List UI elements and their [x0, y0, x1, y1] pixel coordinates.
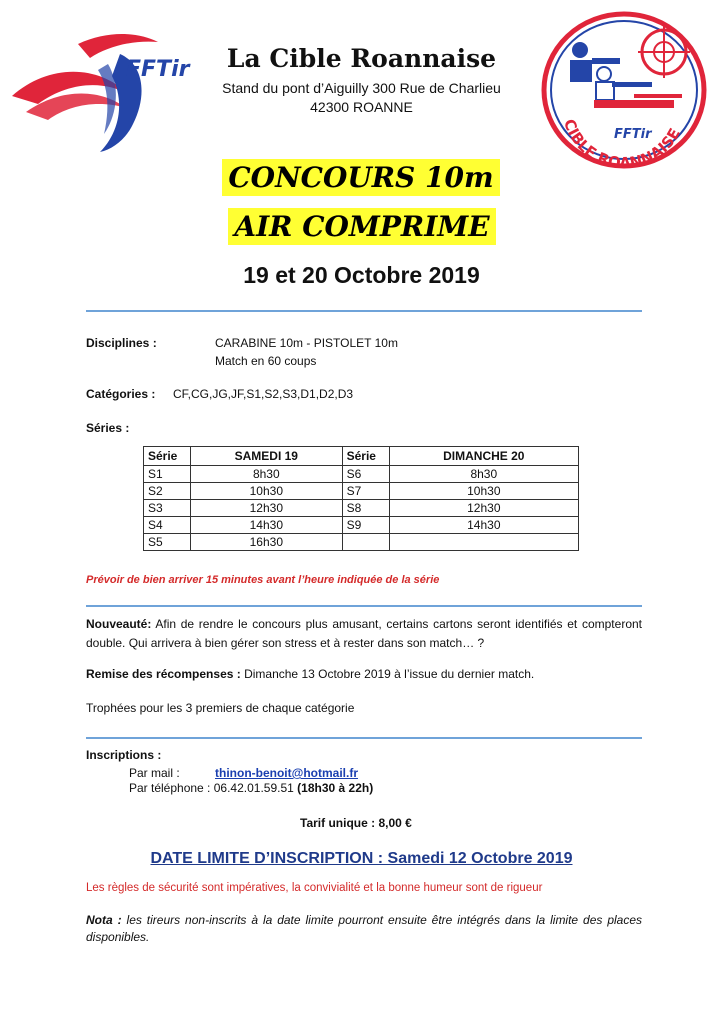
event-title-line-1: CONCOURS 10m — [216, 161, 506, 194]
serie-time: 8h30 — [191, 466, 343, 483]
nouveaute-paragraph — [86, 615, 642, 653]
serie-time: 12h30 — [191, 500, 343, 517]
trophies-text: Trophées pour les 3 premiers de chaque catégorie — [86, 701, 355, 715]
serie-code — [342, 534, 389, 551]
divider — [86, 605, 642, 607]
tarif: Tarif unique : 8,00 € — [300, 816, 412, 830]
serie-code: S7 — [342, 483, 389, 500]
address-line-1: Stand du pont d’Aiguilly 300 Rue de Charlieu — [222, 80, 501, 96]
serie-time: 10h30 — [389, 483, 578, 500]
disciplines-label: Disciplines : — [86, 336, 157, 350]
serie-code: S1 — [144, 466, 191, 483]
nota-label: Nota : — [86, 913, 122, 927]
address-line-2: 42300 ROANNE — [310, 99, 413, 115]
fftir-logo-text: FFTir — [126, 57, 190, 82]
serie-time — [389, 534, 578, 551]
divider — [86, 737, 642, 739]
categories-value: CF,CG,JG,JF,S1,S2,S3,D1,D2,D3 — [173, 387, 354, 401]
divider — [86, 310, 642, 312]
inscriptions-label: Inscriptions : — [86, 748, 162, 762]
event-dates: 19 et 20 Octobre 2019 — [243, 262, 480, 288]
mail-link[interactable]: thinon-benoit@hotmail.fr — [215, 766, 359, 780]
serie-time: 10h30 — [191, 483, 343, 500]
club-name: La Cible Roannaise — [226, 44, 497, 73]
col-serie-sat: Série — [144, 447, 191, 466]
arrival-notice: Prévoir de bien arriver 15 minutes avant l’heure indiquée de la série — [86, 574, 440, 586]
mail-label: Par mail : — [129, 766, 180, 780]
series-table-header — [144, 447, 579, 466]
nouveaute-text: Afin de rendre le concours plus amusant, certains cartons seront identifiés et compteront double. Qui arrivera à bien gérer son stress et à rester dans son match… ? — [86, 617, 642, 650]
serie-time: 16h30 — [191, 534, 343, 551]
series-table — [143, 446, 579, 551]
serie-code: S4 — [144, 517, 191, 534]
col-dimanche: DIMANCHE 20 — [389, 447, 578, 466]
table-row — [144, 466, 579, 483]
table-row — [144, 483, 579, 500]
nota-paragraph — [86, 912, 642, 946]
phone-number: 06.42.01.59.51 — [213, 781, 294, 795]
col-samedi: SAMEDI 19 — [191, 447, 343, 466]
serie-code: S2 — [144, 483, 191, 500]
rewards-text: Dimanche 13 Octobre 2019 à l’issue du dernier match. — [240, 667, 535, 681]
serie-time: 8h30 — [389, 466, 578, 483]
club-logo-brand: FFTir — [614, 127, 652, 142]
rewards-label: Remise des récompenses : — [86, 667, 241, 681]
serie-code: S8 — [342, 500, 389, 517]
serie-code: S9 — [342, 517, 389, 534]
serie-time: 14h30 — [389, 517, 578, 534]
categories-label: Catégories : — [86, 387, 156, 401]
serie-time: 12h30 — [389, 500, 578, 517]
nota-text: les tireurs non-inscrits à la date limite pourront ensuite être intégrés dans la limite des places disponibles. — [86, 913, 642, 944]
serie-code: S6 — [342, 466, 389, 483]
rewards-line — [86, 667, 534, 681]
col-serie-sun: Série — [342, 447, 389, 466]
phone-label: Par téléphone : — [129, 781, 211, 795]
table-row — [144, 517, 579, 534]
table-row — [144, 534, 579, 551]
phone-line — [129, 781, 373, 795]
disciplines-line-2: Match en 60 coups — [215, 354, 317, 368]
safety-notice: Les règles de sécurité sont impératives, la convivialité et la bonne humeur sont de rigueur — [86, 882, 543, 894]
serie-code: S3 — [144, 500, 191, 517]
event-title-line-2: AIR COMPRIME — [223, 210, 501, 243]
series-label: Séries : — [86, 421, 130, 435]
table-row — [144, 500, 579, 517]
serie-time: 14h30 — [191, 517, 343, 534]
disciplines-line-1: CARABINE 10m - PISTOLET 10m — [215, 336, 398, 350]
nouveaute-label: Nouveauté: — [86, 617, 152, 631]
phone-hours: (18h30 à 22h) — [297, 781, 374, 795]
serie-code: S5 — [144, 534, 191, 551]
club-logo-text: CIBLE ROANNAISE — [559, 116, 684, 170]
registration-deadline: DATE LIMITE D’INSCRIPTION : Samedi 12 Octobre 2019 — [150, 850, 573, 867]
